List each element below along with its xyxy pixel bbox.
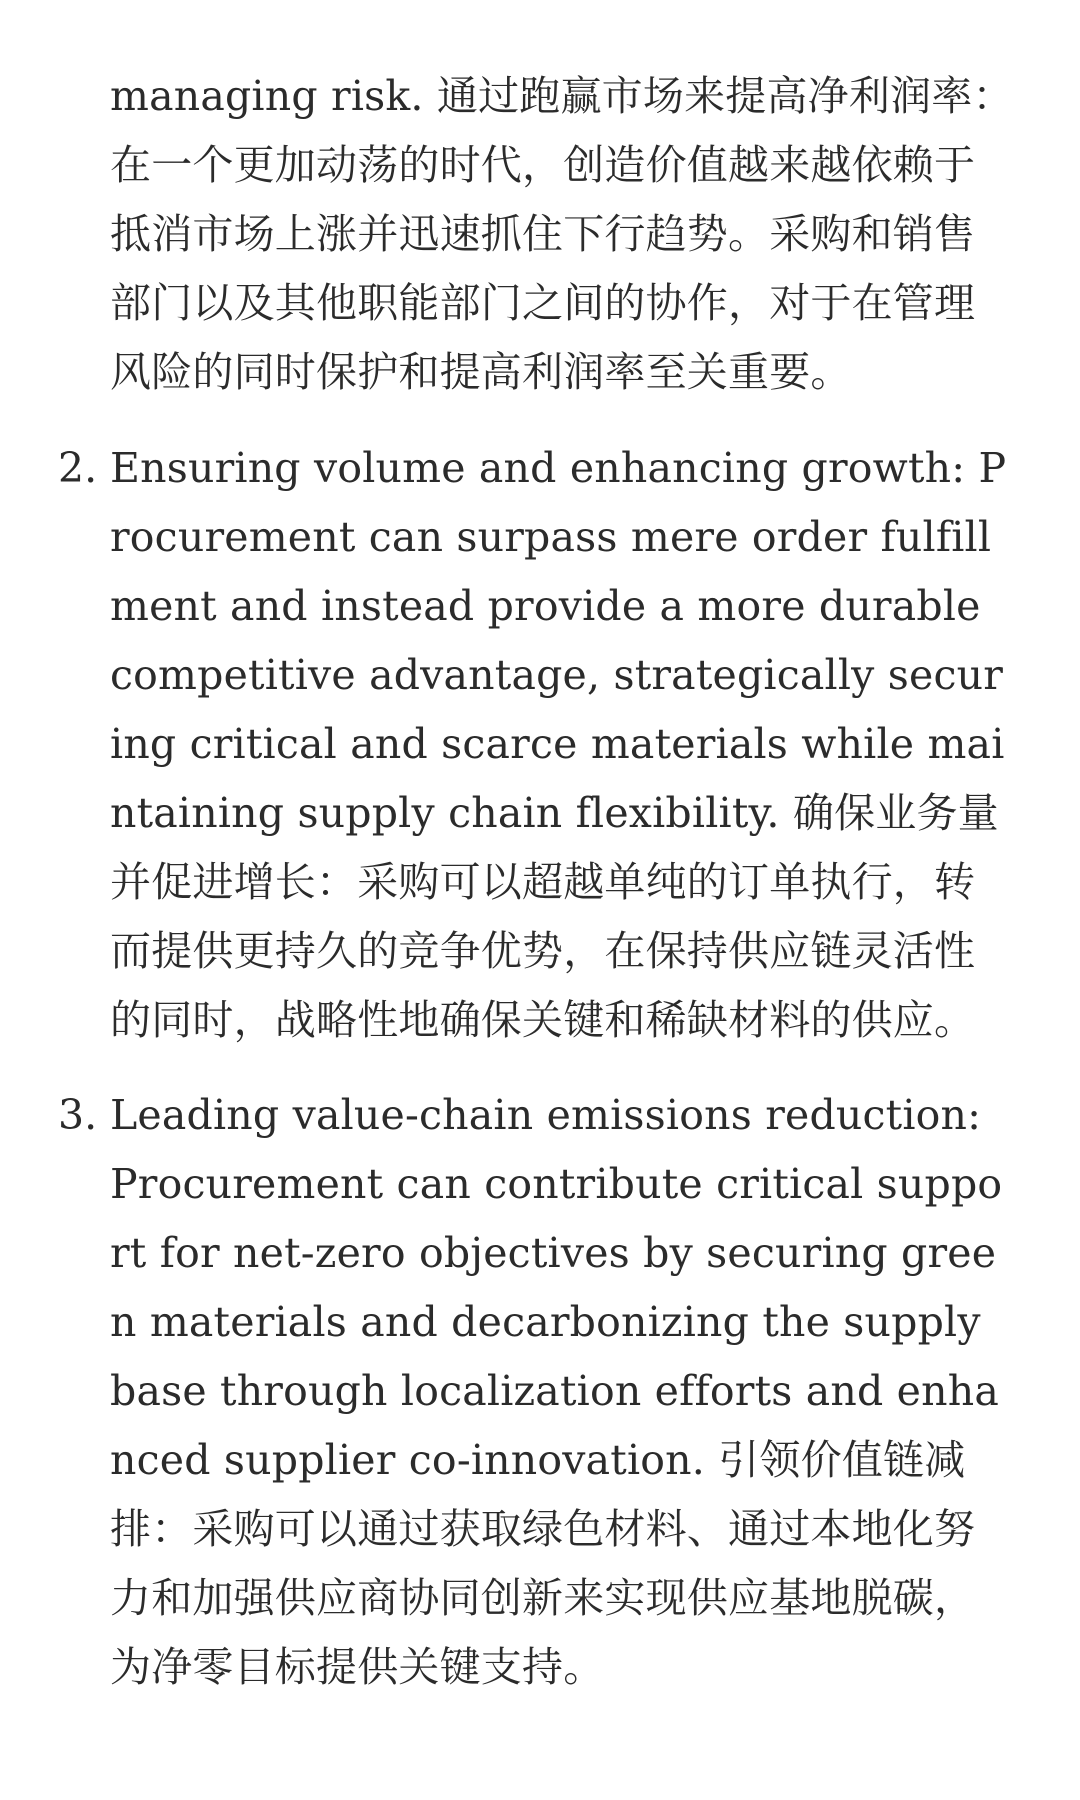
list-item-text: Leading value-chain emissions reduction: Procurement can contribute critical support for net-zero objectives by securing green materials and decarbonizing the supply base through localization efforts and enhanced supplier co-innovation. 引领价值链减排：采购可以通过获取绿色材料、通过本地化努力和加强供应商协同创新来实现供应基地脱碳，为净零目标提供关键支持。 <box>110 1091 1003 1691</box>
list-item-text: Ensuring volume and enhancing growth: Procurement can surpass mere order fulfillment and instead provide a more durable competitive advantage, strategically securing critical and scarce materials while maintaining supply chain flexibility. 确保业务量并促进增长：采购可以超越单纯的订单执行，转而提供更持久的竞争优势，在保持供应链灵活性的同时，战略性地确保关键和稀缺材料的供应。 <box>110 444 1007 1044</box>
list-item-number: 3. <box>58 1091 98 1139</box>
paragraph-continuation: managing risk. 通过跑赢市场来提高净利润率：在一个更加动荡的时代，创造价值越来越依赖于抵消市场上涨并迅速抓住下行趋势。采购和销售部门以及其他职能部门之间的协作，对于在管理风险的同时保护和提高利润率至关重要。 <box>110 72 1014 396</box>
list-item-number: 2. <box>58 444 98 492</box>
